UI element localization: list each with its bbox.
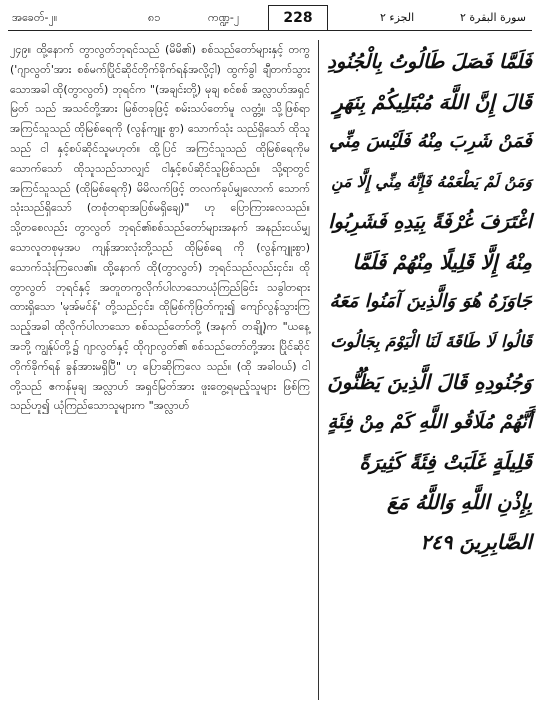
arabic-line: أَنَّهُمْ مُلَاقُو اللَّهِ كَمْ مِنْ فِئَةٍ	[327, 411, 532, 433]
page-header	[8, 6, 532, 31]
arabic-line: بِإِذْنِ اللَّهِ وَاللَّهُ مَعَ	[386, 490, 532, 514]
arabic-line: وَمَنْ لَمْ يَطْعَمْهُ فَإِنَّهُ مِنِّي إِلَّا مَنِ	[331, 173, 532, 191]
section-label: အခေတ်-၂။	[12, 11, 58, 24]
local-page-label: ၈၁	[148, 11, 161, 24]
arabic-line: قَالَ إِنَّ اللَّهَ مُبْتَلِيكُمْ بِنَهَرٍ	[333, 90, 532, 114]
arabic-column	[326, 42, 532, 554]
arabic-line: قَالُوا لَا طَاقَةَ لَنَا الْيَوْمَ بِجَالُوتَ	[330, 332, 532, 351]
arabic-line: جَاوَزَهُ هُوَ وَالَّذِينَ آمَنُوا مَعَهُ	[329, 291, 532, 312]
translation-text: ၂၄၉။ ထို့နောက် တွာလွတ်ဘုရင်သည် (မိမိ၏) စစ်သည်တော်များနှင့် တကွ ('ဂျာလွတ်'အား စစ်မက်ပြိုင်ဆိုင်တိုက်ခိုက်ရန်အလို့ငှါ) ထွက်ခွါ ချီတက်သွားသောအခါ ထို(တွာလွတ်) ဘုရင်က "(အချင်းတို့) မုချ စင်စစ် အလ္လာဟ်အရှင်မြတ် သည် အသင်တို့အား မြစ်တခုဖြင့် စမ်းသပ်တော်မူ လတ္တံ့။ သို့ဖြစ်ရာ အကြင်သူသည် ထိုမြစ်ရေကို (လွန်ကျူး စွာ) သောက်သုံး သည်ရှိသော် ထိုသူသည် ငါ နှင့်စပ်ဆိုင်သူမဟုတ်။ ထို့ပြင် အကြင်သူသည် ထိုမြစ်ရေကိုမသောက်သော် ထိုသူသည်သာလျှင် ငါနှင့်စပ်ဆိုင်သူဖြစ်သည်။ သို့ရာတွင် အကြင်သူသည် (ထိုမြစ်ရေကို) မိမိလက်ဖြင့် တလက်ခုပ်မျှလောက် သောက်သုံးသည်ရှိသော် (တစုံတရာအပြစ်မရှိချေ)" ဟု ပြောကြားလေသည်။ သို့တစေလည်း တွာလွတ် ဘုရင်၏စစ်သည်တော်များအနက် အနည်းငယ်မျှ သောလူတစုမှအပ ကျန်အားလုံးတို့သည် ထိုမြစ်ရေ ကို (လွန်ကျူးစွာ) သောက်သုံးကြလေ၏။ ထို့နောက် ထို(တွာလွတ်) ဘုရင်သည်လည်းငှင်း၊ ထိုတွာလွတ် ဘုရင်နှင့် အတူတကွလိုက်ပါလာသောယုံကြည်ခြင်း သခွါတရား ထားရှိသော 'မုအ်မင်န်' တို့သည်ငှင်း၊ ထိုမြစ်ကိုဖြတ်ကူး၍ ကျော်လွန်သွားကြသည့်အခါ ထိုလိုက်ပါလာသော စစ်သည်တော်တို့ (အနက် တချို့)က "ယနေ့အဘို့ ကျွန်ုပ်တို့၌ ဂျာလွတ်နှင့် ထိုဂျာလွတ်၏ စစ်သည်တော်တို့အား ပြိုင်ဆိုင် တိုက်ခိုက်ရန် ခွန်အားမရှိပြီ" ဟု ပြောဆိုကြလေ သည်။ (ထို အခါ၀ယ်) ငါတို့သည် ဧကန်မုချ အလ္လာဟ် အရှင်မြတ်အား ဖူးတွေ့ရမည့်သူများ ဖြစ်ကြသည်ဟူ၍ ယုံကြည်သောသူများက "အလ္လာဟ်	[10, 43, 310, 413]
arabic-line: اغْتَرَفَ غُرْفَةً بِيَدِهِ فَشَرِبُوا	[328, 210, 532, 233]
translation-column	[10, 40, 310, 700]
surah-label: سورة البقرة ٢	[459, 11, 526, 24]
arabic-line: وَجُنُودِهِ قَالَ الَّذِينَ يَظُنُّونَ	[327, 370, 532, 394]
arabic-line: مِنْهُ إِلَّا قَلِيلًا مِنْهُمْ فَلَمَّا	[352, 250, 532, 274]
page-number: 228	[268, 5, 328, 30]
para-label: ကဏ္ဍ-၂	[208, 11, 240, 24]
arabic-line: فَلَمَّا فَصَلَ طَالُوتُ بِالْجُنُودِ	[327, 50, 532, 73]
arabic-line: فَمَنْ شَرِبَ مِنْهُ فَلَيْسَ مِنِّي	[329, 131, 532, 152]
arabic-line: الصَّابِرِينَ ٢٤٩	[420, 530, 532, 554]
juz-label: الجزء ٢	[380, 11, 415, 24]
arabic-line: قَلِيلَةٍ غَلَبَتْ فِئَةً كَثِيرَةً	[359, 450, 532, 474]
column-divider	[318, 40, 319, 700]
